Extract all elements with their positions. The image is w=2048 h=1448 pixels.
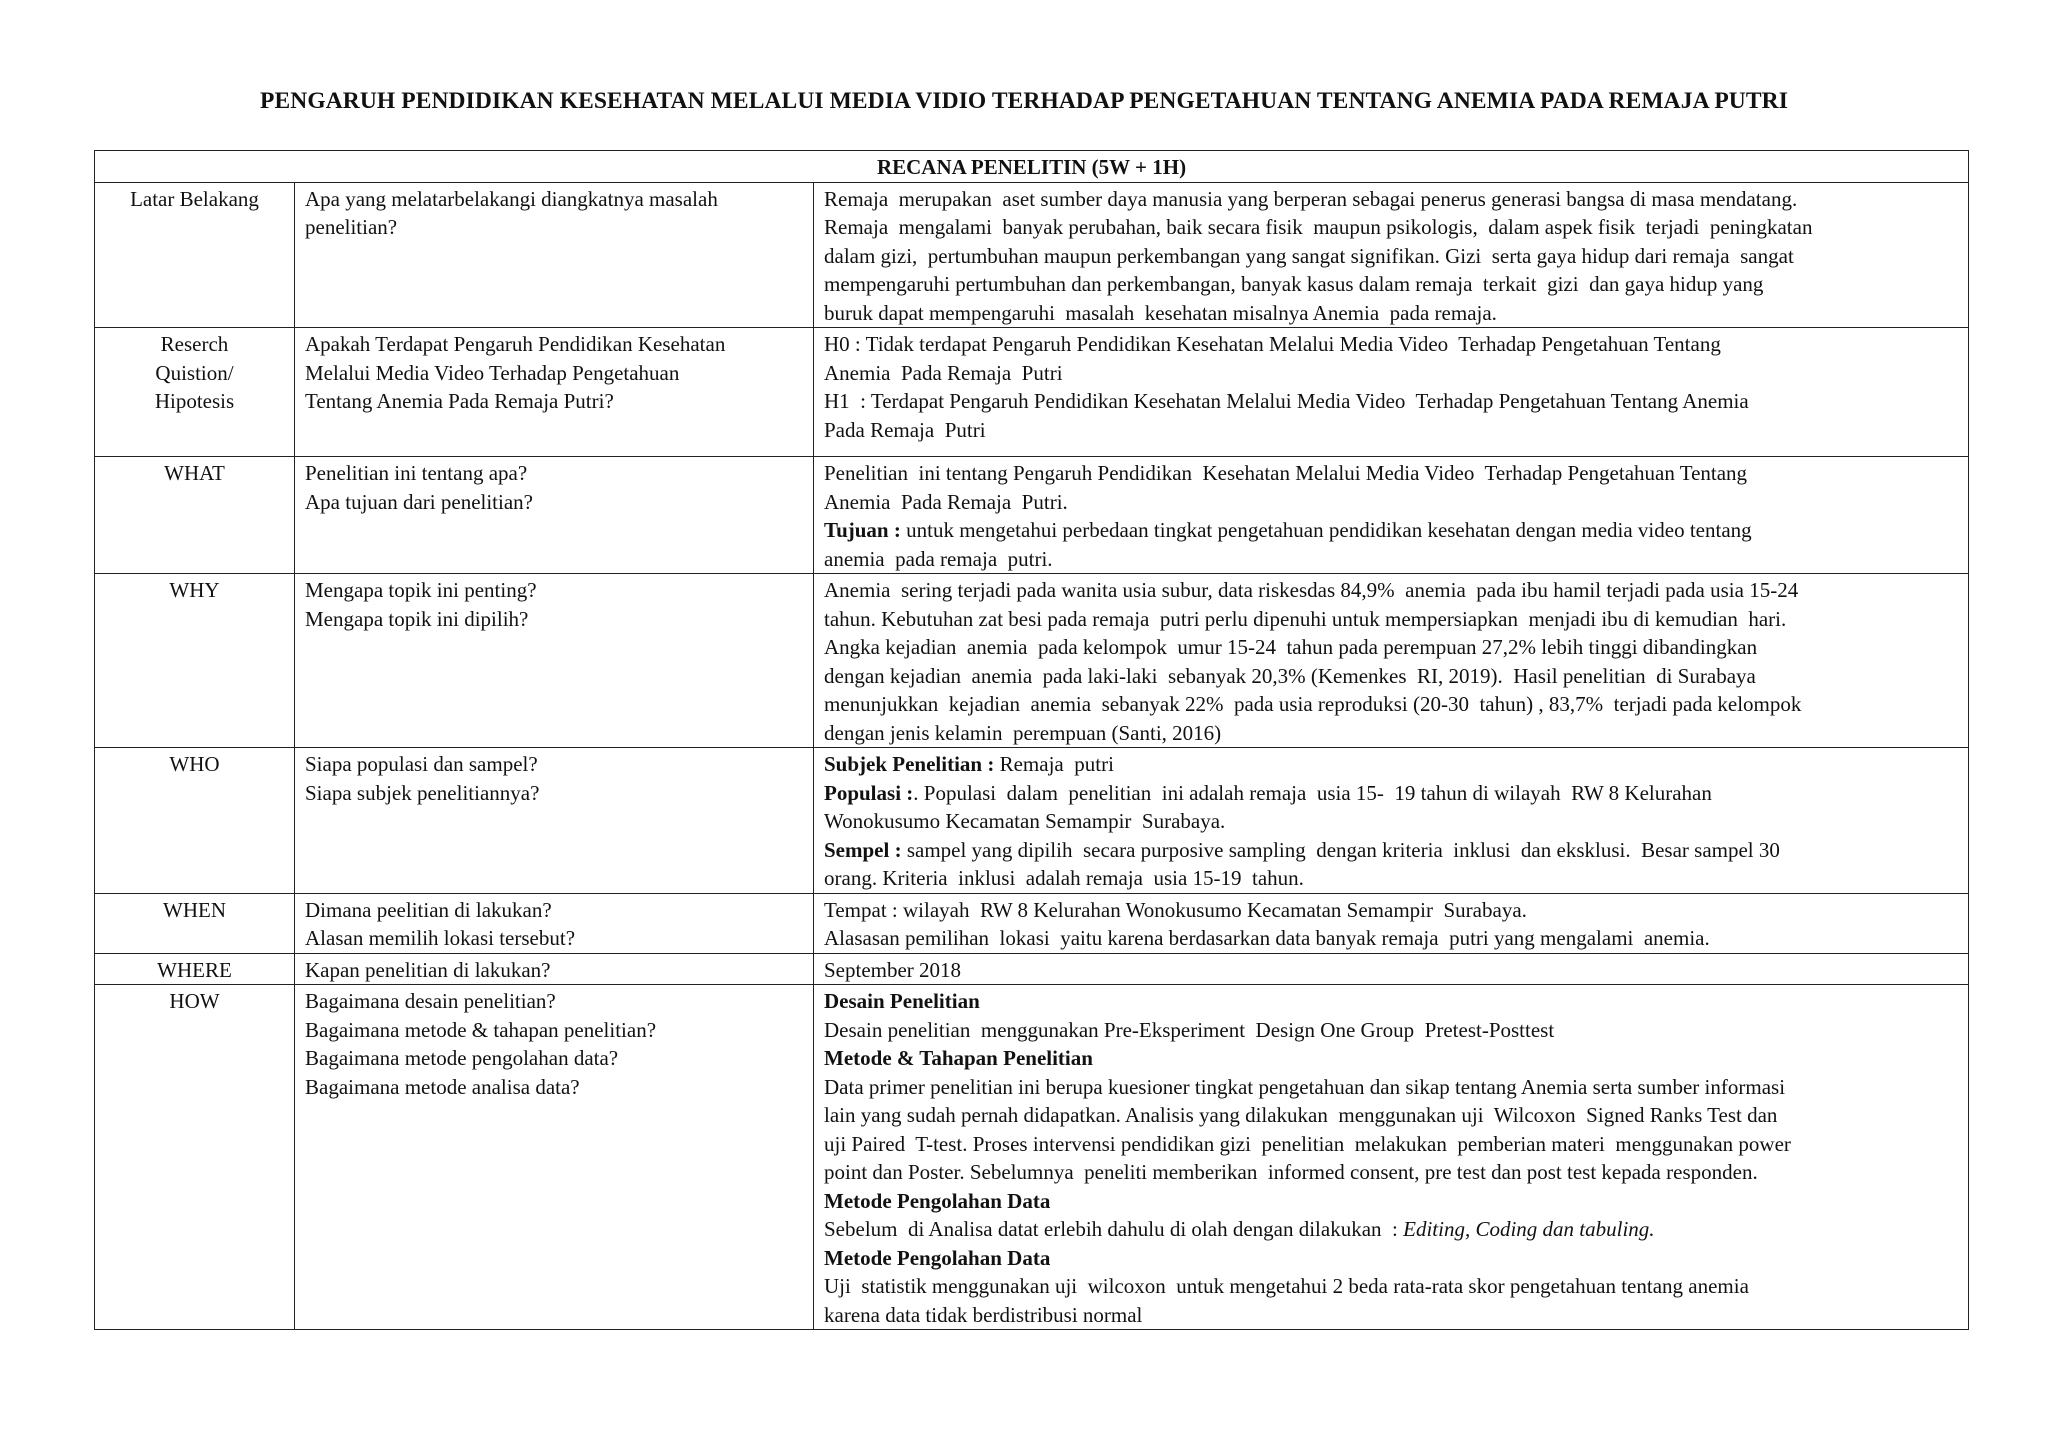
table-row	[95, 574, 1969, 748]
table-header: RECANA PENELITIN (5W + 1H)	[95, 151, 1969, 183]
row-label: WHERE	[157, 957, 232, 982]
answer-line	[824, 662, 1958, 691]
answer-bold-label: Populasi :	[824, 780, 914, 805]
question-line: Penelitian ini tentang apa?	[305, 461, 528, 485]
answer-line	[824, 242, 1958, 271]
answer-line	[824, 185, 1958, 214]
table-row	[95, 328, 1969, 457]
question-line: Dimana peelitian di lakukan?	[305, 897, 552, 922]
answer-line	[824, 1016, 1958, 1045]
answer-text: dengan jenis kelamin perempuan (Santi, 2016)	[824, 720, 1222, 745]
question-cell	[295, 457, 814, 574]
answer-text: Data primer penelitian ini berupa kuesioner tingkat pengetahuan dan sikap tentang Anemia serta sumber informasi	[824, 1074, 1786, 1099]
table-row	[95, 457, 1969, 574]
question-line: Mengapa topik ini penting?	[305, 578, 537, 602]
answer-text: Penelitian ini tentang Pengaruh Pendidikan Kesehatan Melalui Media Video Terhadap Pengetahuan Tentang	[824, 461, 1748, 485]
answer-line	[824, 1244, 1958, 1273]
question-line: Alasan memilih lokasi tersebut?	[305, 926, 576, 950]
answer-text: menunjukkan kejadian anemia sebanyak 22% pada usia reproduksi (20-30 tahun) , 83,7% terjadi pada kelompok	[824, 692, 1802, 716]
answer-text: Anemia sering terjadi pada wanita usia subur, data riskesdas 84,9% anemia pada ibu hamil terjadi pada usia 15-24	[824, 578, 1799, 602]
answer-line	[824, 387, 1958, 416]
answer-text: uji Paired T-test. Proses intervensi pendidikan gizi penelitian melakukan pemberian materi menggunakan power	[824, 1131, 1791, 1156]
question-line: Kapan penelitian di lakukan?	[305, 957, 551, 982]
question-cell	[295, 893, 814, 953]
answer-cell	[814, 574, 1969, 748]
row-label-cell	[95, 328, 295, 457]
answer-line	[824, 416, 1958, 445]
question-line: Apa tujuan dari penelitian?	[305, 489, 533, 514]
row-label: WHAT	[164, 461, 225, 485]
answer-line	[824, 1044, 1958, 1073]
row-label-cell	[95, 893, 295, 953]
answer-line	[824, 1130, 1958, 1159]
answer-text: karena data tidak berdistribusi normal	[824, 1302, 1143, 1327]
answer-line	[824, 1215, 1958, 1244]
row-label: Hipotesis	[154, 389, 235, 413]
answer-line	[824, 864, 1958, 893]
answer-line	[824, 299, 1958, 328]
answer-line	[824, 545, 1958, 574]
answer-line	[824, 1073, 1958, 1102]
answer-text: Pada Remaja Putri	[824, 417, 986, 442]
answer-bold-label: Metode & Tahapan Penelitian	[824, 1046, 1093, 1070]
table-header-row	[95, 151, 1969, 183]
answer-text: Remaja merupakan aset sumber daya manusia yang berperan sebagai penerus generasi bangsa di masa mendatang.	[824, 186, 1798, 211]
table-row	[95, 748, 1969, 894]
question-cell	[295, 985, 814, 1330]
question-cell	[295, 574, 814, 748]
answer-line	[824, 1158, 1958, 1187]
answer-bold-label: Desain Penelitian	[824, 989, 980, 1013]
answer-line	[824, 924, 1958, 953]
answer-line	[824, 1187, 1958, 1216]
row-label: Reserch	[160, 332, 229, 356]
row-label-cell	[95, 457, 295, 574]
answer-cell	[814, 985, 1969, 1330]
answer-bold-label: Tujuan :	[824, 518, 901, 542]
answer-line	[824, 779, 1958, 808]
answer-line	[824, 576, 1958, 605]
answer-line	[824, 690, 1958, 719]
answer-cell	[814, 953, 1969, 985]
answer-text: September 2018	[824, 957, 962, 982]
answer-text: Anemia Pada Remaja Putri	[824, 360, 1063, 385]
question-cell	[295, 182, 814, 328]
row-label: WHO	[169, 752, 220, 776]
answer-text: Remaja putri	[994, 752, 1114, 776]
answer-text: H1 : Terdapat Pengaruh Pendidikan Kesehatan Melalui Media Video Terhadap Pengetahuan Tentang Anemia	[824, 389, 1749, 413]
answer-bold-label: Metode Pengolahan Data	[824, 1245, 1051, 1270]
question-cell	[295, 328, 814, 457]
table-row	[95, 182, 1969, 328]
answer-cell	[814, 748, 1969, 894]
answer-text: buruk dapat mempengaruhi masalah kesehatan misalnya Anemia pada remaja.	[824, 300, 1497, 325]
answer-bold-label: Metode Pengolahan Data	[824, 1188, 1051, 1213]
answer-line	[824, 836, 1958, 865]
answer-line	[824, 719, 1958, 748]
row-label-cell	[95, 953, 295, 985]
row-label: Latar Belakang	[130, 186, 259, 211]
answer-text: H0 : Tidak terdapat Pengaruh Pendidikan Kesehatan Melalui Media Video Terhadap Pengetahuan Tentang	[824, 332, 1721, 356]
row-label: WHY	[169, 578, 220, 602]
question-cell	[295, 953, 814, 985]
answer-cell	[814, 457, 1969, 574]
answer-text: orang. Kriteria inklusi adalah remaja usia 15-19 tahun.	[824, 866, 1304, 890]
row-label-cell	[95, 574, 295, 748]
answer-text: mempengaruhi pertumbuhan dan perkembangan, banyak kasus dalam remaja terkait gizi dan gaya hidup yang	[824, 272, 1764, 296]
question-cell	[295, 748, 814, 894]
answer-cell	[814, 182, 1969, 328]
document-title: PENGARUH PENDIDIKAN KESEHATAN MELALUI MEDIA VIDIO TERHADAP PENGETAHUAN TENTANG ANEMIA PADA REMAJA PUTRI	[260, 88, 1788, 114]
answer-text: Anemia Pada Remaja Putri.	[824, 489, 1068, 514]
answer-line	[824, 1272, 1958, 1301]
answer-line	[824, 807, 1958, 836]
answer-line	[824, 956, 1958, 985]
question-line: penelitian?	[305, 215, 398, 239]
answer-text: Desain penelitian menggunakan Pre-Eksperiment Design One Group Pretest-Posttest	[824, 1017, 1555, 1042]
table-row	[95, 985, 1969, 1330]
question-line: Melalui Media Video Terhadap Pengetahuan	[305, 360, 680, 385]
answer-text: Tempat : wilayah RW 8 Kelurahan Wonokusumo Kecamatan Semampir Surabaya.	[824, 897, 1527, 922]
row-label: HOW	[169, 989, 220, 1013]
question-line: Apakah Terdapat Pengaruh Pendidikan Kesehatan	[305, 332, 726, 356]
answer-text: lain yang sudah pernah didapatkan. Analisis yang dilakukan menggunakan uji Wilcoxon Signed Ranks Test dan	[824, 1103, 1778, 1127]
answer-line	[824, 459, 1958, 488]
answer-text: tahun. Kebutuhan zat besi pada remaja putri perlu dipenuhi untuk mempersiapkan menjadi ibu di kemudian hari.	[824, 606, 1787, 631]
question-line: Siapa populasi dan sampel?	[305, 752, 538, 776]
question-line: Apa yang melatarbelakangi diangkatnya masalah	[305, 186, 718, 211]
answer-text: point dan Poster. Sebelumnya peneliti memberikan informed consent, pre test dan post test kepada responden.	[824, 1160, 1758, 1184]
question-line: Bagaimana metode analisa data?	[305, 1074, 580, 1099]
answer-text: Wonokusumo Kecamatan Semampir Surabaya.	[824, 809, 1226, 833]
answer-line	[824, 987, 1958, 1016]
answer-text: dengan kejadian anemia pada laki-laki sebanyak 20,3% (Kemenkes RI, 2019). Hasil penelitian di Surabaya	[824, 663, 1756, 688]
answer-text: Alasasan pemilihan lokasi yaitu karena berdasarkan data banyak remaja putri yang mengalami anemia.	[824, 926, 1710, 950]
table-row	[95, 953, 1969, 985]
answer-text: Uji statistik menggunakan uji wilcoxon untuk mengetahui 2 beda rata-rata skor pengetahuan tentang anemia	[824, 1274, 1749, 1298]
answer-cell	[814, 893, 1969, 953]
answer-line	[824, 1101, 1958, 1130]
answer-line	[824, 750, 1958, 779]
research-plan-table	[94, 150, 1969, 1330]
row-label: Quistion/	[155, 360, 234, 385]
answer-text: untuk mengetahui perbedaan tingkat pengetahuan pendidikan kesehatan dengan media video tentang	[900, 518, 1752, 542]
question-line: Bagaimana metode pengolahan data?	[305, 1046, 619, 1070]
answer-cell	[814, 328, 1969, 457]
answer-line	[824, 359, 1958, 388]
answer-text: dalam gizi, pertumbuhan maupun perkembangan yang sangat signifikan. Gizi serta gaya hidup dari remaja sangat	[824, 243, 1794, 268]
question-line: Bagaimana desain penelitian?	[305, 989, 556, 1013]
answer-bold-label: Subjek Penelitian :	[824, 752, 995, 776]
question-line: Siapa subjek penelitiannya?	[305, 780, 540, 805]
table-row	[95, 893, 1969, 953]
answer-line	[824, 516, 1958, 545]
answer-text: Sebelum di Analisa datat erlebih dahulu di olah dengan dilakukan :	[824, 1217, 1404, 1241]
answer-text: Angka kejadian anemia pada kelompok umur 15-24 tahun pada perempuan 27,2% lebih tinggi dibandingkan	[824, 635, 1758, 659]
row-label: WHEN	[163, 897, 226, 922]
answer-bold-label: Sempel :	[824, 837, 902, 862]
question-line: Mengapa topik ini dipilih?	[305, 606, 529, 631]
question-line: Tentang Anemia Pada Remaja Putri?	[305, 389, 614, 413]
answer-line	[824, 1301, 1958, 1330]
answer-text: anemia pada remaja putri.	[824, 546, 1053, 571]
answer-text: sampel yang dipilih secara purposive sampling dengan kriteria inklusi dan eksklusi. Besar sampel 30	[901, 837, 1780, 862]
answer-line	[824, 896, 1958, 925]
answer-text: Remaja mengalami banyak perubahan, baik secara fisik maupun psikologis, dalam aspek fisik terjadi peningkatan	[824, 215, 1813, 239]
answer-line	[824, 605, 1958, 634]
question-line: Bagaimana metode & tahapan penelitian?	[305, 1017, 657, 1042]
answer-italic-text: Editing, Coding dan tabuling.	[1403, 1217, 1655, 1241]
answer-text: . Populasi dalam penelitian ini adalah remaja usia 15- 19 tahun di wilayah RW 8 Kelurahan	[913, 780, 1712, 805]
answer-line	[824, 270, 1958, 299]
row-label-cell	[95, 182, 295, 328]
answer-line	[824, 213, 1958, 242]
answer-line	[824, 488, 1958, 517]
row-label-cell	[95, 748, 295, 894]
row-label-cell	[95, 985, 295, 1330]
answer-line	[824, 633, 1958, 662]
answer-line	[824, 330, 1958, 359]
